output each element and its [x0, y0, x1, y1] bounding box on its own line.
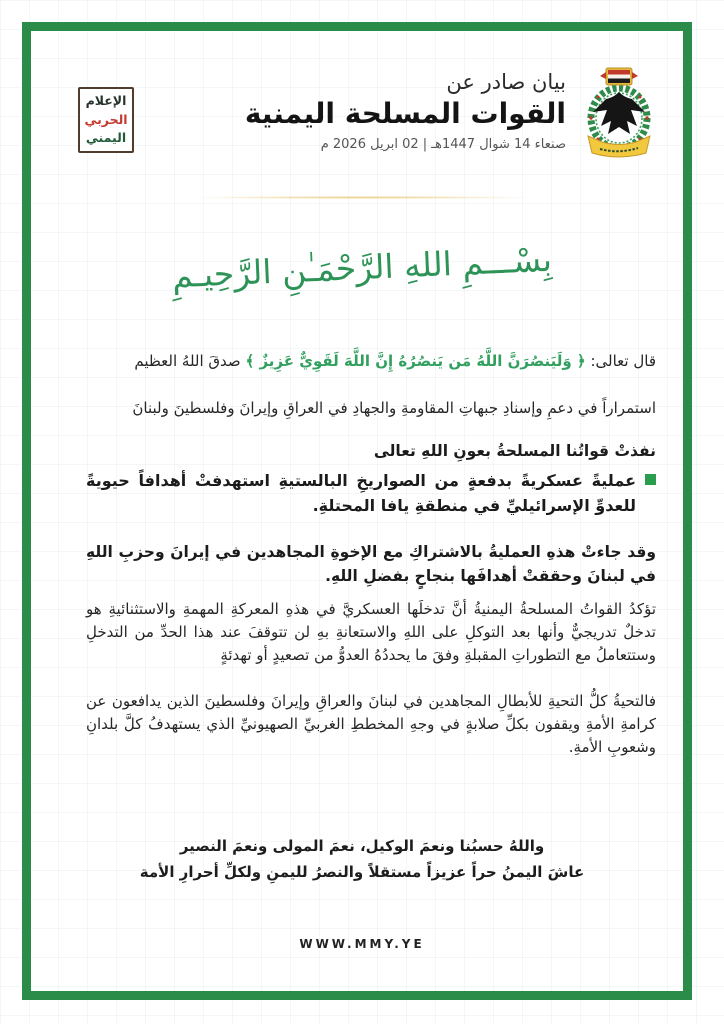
- closing-prayer: [0, 833, 724, 885]
- stamp-line: الحربي: [84, 111, 128, 127]
- armed-forces-emblem-icon: [578, 66, 660, 162]
- war-media-stamp: [78, 87, 134, 153]
- closing-line-2: عاشَ اليمنُ حراً عزيزاً مستقلاً والنصرُ لليمنِ ولكلِّ أحرارِ الأمة: [139, 863, 585, 881]
- operation-bullet-text: عمليةً عسكريةً بدفعةٍ من الصواريخِ البالستيةِ استهدفتْ أهدافاً حيويةً للعدوِّ الإسرائيليِّ في منطقةِ يافا المحتلةِ.: [86, 471, 636, 515]
- website-url: WWW.MMY.YE: [299, 937, 425, 951]
- paragraph-joint-operation: وقد جاءتْ هذهِ العمليةُ بالاشتراكِ مع الإخوةِ المجاهدين في إيرانَ وحزبِ اللهِ في لبنانَ وحققتْ أهدافَها بنجاحٍ بفضلِ اللهِ.: [86, 543, 656, 585]
- operation-bullet-item: [86, 468, 656, 518]
- statement-date: صنعاء 14 شوال 1447هـ | 02 ابريل 2026 م: [320, 137, 566, 152]
- verse-text: وَلَيَنصُرَنَّ اللَّهُ مَن يَنصُرُهُ إِنَّ اللَّهَ لَقَوِيٌّ عَزِيزٌ: [259, 352, 572, 370]
- header-title-block: [206, 70, 566, 152]
- closing-line-1: واللهُ حسبُنا ونعمَ الوكيل، نعمَ المولى ونعمَ النصير: [179, 837, 545, 855]
- bismillah-calligraphy: بِسْـــمِ اللهِ الرَّحْمَـٰنِ الرَّحِيـمِ: [171, 239, 553, 296]
- statement-subtitle: بيان صادر عن: [446, 70, 566, 94]
- paragraph-executed: نفذتْ قواتُنا المسلحةُ بعونِ اللهِ تعالى: [373, 442, 656, 460]
- gold-divider: [192, 196, 532, 199]
- stamp-line: اليمني: [85, 130, 127, 146]
- stamp-line: الإعلام: [85, 92, 127, 108]
- statement-title: القوات المسلحة اليمنية: [244, 97, 566, 130]
- paragraph-support: استمراراً في دعمِ وإسنادِ جبهاتِ المقاومةِ والجهادِ في العراقِ وإيرانَ وفلسطينَ ولبنانَ: [132, 399, 656, 417]
- verse-prefix: قال تعالى:: [585, 352, 656, 370]
- verse-close-bracket: ﴾: [245, 352, 260, 370]
- quran-verse-line: [86, 350, 656, 373]
- bullet-square-icon: [645, 474, 656, 485]
- paragraph-confirmation: تؤكدُ القواتُ المسلحةُ اليمنيةُ أنَّ تدخلَها العسكريَّ في هذهِ المعركةِ المهمةِ والاستثنائيةِ هو تدخلٌ تدريجيٌّ وأنها بعد التوكلِ على اللهِ والاستعانةِ بهِ لن تتوقفَ عند هذا الحدِّ من التدخلِ وستتعاملُ مع التطوراتِ المقبلةِ وفقَ ما يحددُهُ العدوُّ من تصعيدٍ أو تهدئةٍ: [86, 600, 656, 664]
- verse-open-bracket: ﴿: [571, 352, 586, 370]
- paragraph-salute: فالتحيةُ كلُّ التحيةِ للأبطالِ المجاهدين في لبنانَ والعراقِ وإيرانَ وفلسطينَ الذين يدافعون عن كرامةِ الأمةِ ويقفون بكلِّ صلابةٍ في وجهِ المخططِ الغربيِّ الصهيونيِّ الذي يستهدفُ كلَّ بلدانِ وشعوبِ الأمةِ.: [86, 692, 656, 756]
- flag-crest-icon: [600, 68, 638, 85]
- verse-suffix: صدقَ اللهُ العظيم: [134, 352, 246, 370]
